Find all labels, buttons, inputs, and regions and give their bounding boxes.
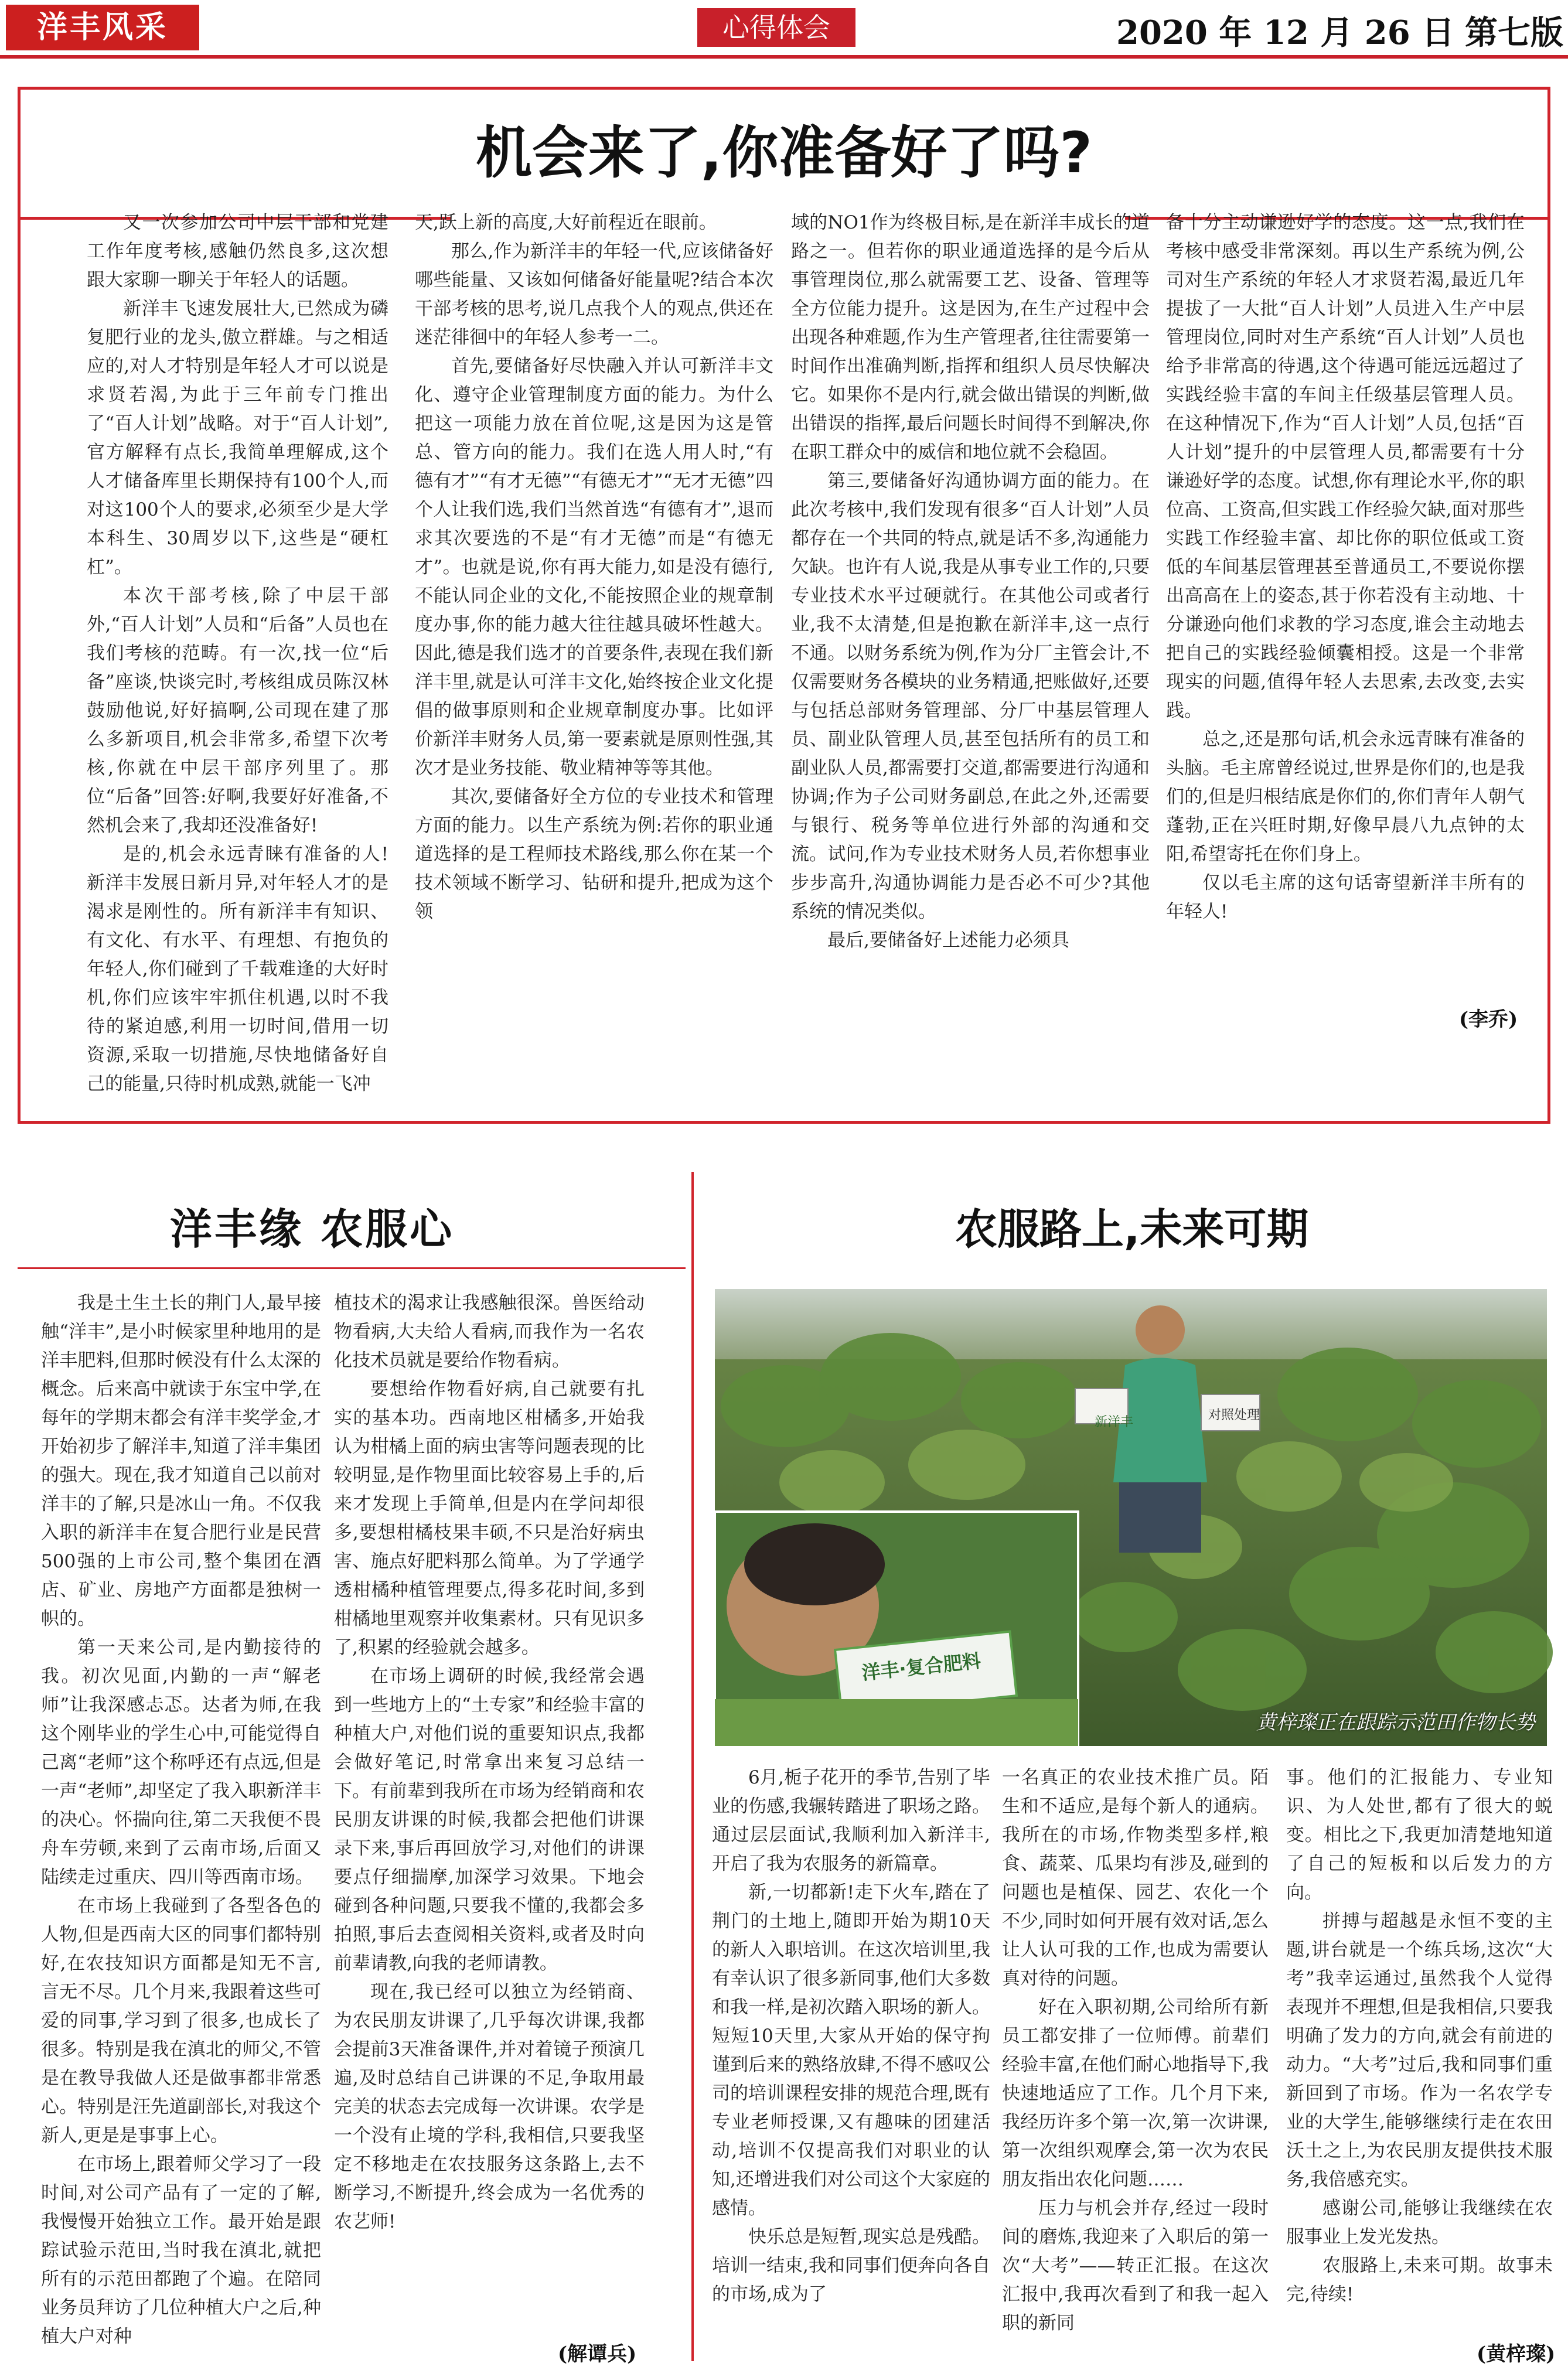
paragraph: 总之,还是那句话,机会永远青睐有准备的头脑。毛主席曾经说过,世界是你们的,也是我们的,但是归根结底是你们的,你们青年人朝气蓬勃,正在兴旺时期,好像早晨八九点钟的太阳,希望寄托在你们身上。 [1166, 729, 1525, 865]
paragraph: 农服路上,未来可期。故事未完,待续! [1286, 2255, 1553, 2305]
paragraph: 要想给作物看好病,自己就要有扎实的基本功。西南地区柑橘多,开始我认为柑橘上面的病虫害等问题表现的比较明显,是作物里面比较容易上手的,后来才发现上手简单,但是内在学问却很多,要想柑橘枝果丰硕,不只是治好病虫害、施点好肥料那么简单。为了学通学透柑橘种植管理要点,得多花时间,多到柑橘地里观察并收集素材。只有见识多了,积累的经验就会越多。 [334, 1379, 645, 1658]
page-number: 第七版 [1465, 13, 1563, 52]
paragraph: 感谢公司,能够让我继续在农服事业上发光发热。 [1286, 2198, 1553, 2248]
label-control: 对照处理 [1208, 1408, 1260, 1423]
paragraph: 在市场上,跟着师父学习了一段时间,对公司产品有了一定的了解,我慢慢开始独立工作。最开始是跟踪试验示范田,当时我在滇北,就把所有的示范田都跑了个遍。在陪同业务员拜访了几位种植大户之后,种植大户对种 [41, 2154, 321, 2347]
paragraph: 那么,作为新洋丰的年轻一代,应该储备好哪些能量、又该如何储备好能量呢?结合本次干部考核的思考,说几点我个人的观点,供还在迷茫徘徊中的年轻人参考一二。 [415, 241, 773, 348]
paragraph: 新,一切都新!走下火车,踏在了荆门的土地上,随即开始为期10天的新人入职培训。在这次培训里,我有幸认识了很多新同事,他们大多数和我一样,是初次踏入职场的新人。短短10天里,大家从开始的保守拘谨到后来的熟络放肆,不得不感叹公司的培训课程安排的规范合理,既有专业老师授课,又有趣味的团建活动,培训不仅提高我们对职业的认知,还增进我们对公司这个大家庭的感情。 [712, 1882, 990, 2219]
paragraph: 最后,要储备好上述能力必须具 [827, 930, 1069, 951]
article2-title: 洋丰缘 农服心 [170, 1205, 455, 1254]
paragraph: 备十分主动谦逊好学的态度。这一点,我们在考核中感受非常深刻。再以生产系统为例,公司对生产系统的年轻人才求贤若渴,最近几年提拔了一大批“百人计划”人员进入生产中层管理岗位,同时对生产系统“百人计划”人员也给予非常高的待遇,这个待遇可能远远超过了实践经验丰富的车间主任级基层管理人员。在这种情况下,作为“百人计划”人员,包括“百人计划”提升的中层管理人员,都需要有十分谦逊好学的态度。试想,你有理论水平,你的职位高、工资高,但实践工作经验欠缺,面对那些实践工作经验丰富、却比你的职位低或工资低的车间基层管理甚至普通员工,不要说你摆出高高在上的姿态,甚于你若没有主动地、十分谦逊向他们求教的学习态度,谁会主动地去把自己的实践经验倾囊相授。这是一个非常现实的问题,值得年轻人去思索,去改变,去实践。 [1166, 212, 1525, 721]
paragraph: 压力与机会并存,经过一段时间的磨炼,我迎来了入职后的第一次“大考”——转正汇报。在这次汇报中,我再次看到了和我一起入职的新同 [1002, 2198, 1269, 2334]
paragraph: 拼搏与超越是永恒不变的主题,讲台就是一个练兵场,这次“大考”我幸运通过,虽然我个人觉得表现并不理想,但是我相信,只要我明确了发力的方向,就会有前进的动力。“大考”过后,我和同事们重新回到了市场。作为一名农学专业的大学生,能够继续行走在农田沃土之上,为农民朋友提供技术服务,我倍感充实。 [1286, 1911, 1553, 2190]
paragraph: 好在入职初期,公司给所有新员工都安排了一位师傅。前辈们经验丰富,在他们耐心地指导下,我快速地适应了工作。几个月下来,我经历许多个第一次,第一次讲课,第一次组织观摩会,第一次为农民朋友指出农化问题…… [1002, 1997, 1269, 2190]
article2-author: (解谭兵) [558, 2342, 637, 2366]
paragraph: 其次,要储备好全方位的专业技术和管理方面的能力。以生产系统为例:若你的职业通道选择的是工程师技术路线,那么你在某一个技术领域不断学习、钻研和提升,把成为这个领 [415, 786, 773, 922]
article1-column-2 [415, 209, 773, 1073]
paragraph: 在市场上调研的时候,我经常会遇到一些地方上的“土专家”和经验丰富的种植大户,对他们说的重要知识点,我都会做好笔记,时常拿出来复习总结一下。有前辈到我所在市场为经销商和农民朋友讲课的时候,我都会把他们讲课录下来,事后再回放学习,对他们的讲课要点仔细揣摩,加深学习效果。下地会碰到各种问题,只要我不懂的,我都会多拍照,事后去查阅相关资料,或者及时向前辈请教,向我的老师请教。 [334, 1666, 645, 1974]
masthead-rule [0, 55, 1568, 59]
paragraph: 新洋丰飞速发展壮大,已然成为磷复肥行业的龙头,傲立群雄。与之相适应的,对人才特别是年轻人才可以说是求贤若渴,为此于三年前专门推出了“百人计划”战略。对于“百人计划”,官方解释有点长,我简单理解成,这个人才储备库里长期保持有100个人,而对这100个人的要求,必须至少是大学本科生、30周岁以下,这些是“硬杠杠”。 [87, 298, 388, 578]
paragraph: 植技术的渴求让我感触很深。兽医给动物看病,大夫给人看病,而我作为一名农化技术员就是要给作物看病。 [334, 1292, 645, 1371]
label-brand: 新洋丰 [1095, 1415, 1134, 1430]
paragraph: 在市场上我碰到了各型各色的人物,但是西南大区的同事们都特别好,在农技知识方面都是知无不言,言无不尽。几个月来,我跟着这些可爱的同事,学习到了很多,也成长了很多。特别是我在滇北的师父,不管是在教导我做人还是做事都非常悉心。特别是汪先道副部长,对我这个新人,更是是事事上心。 [41, 1895, 321, 2146]
paragraph: 我是土生土长的荆门人,最早接触“洋丰”,是小时候家里种地用的是洋丰肥料,但那时候没有什么太深的概念。后来高中就读于东宝中学,在每年的学期末都会有洋丰奖学金,才开始初步了解洋丰,知道了洋丰集团的强大。现在,我才知道自己以前对洋丰的了解,只是冰山一角。不仅我入职的新洋丰在复合肥行业是民营500强的上市公司,整个集团在酒店、矿业、房地产方面都是独树一帜的。 [41, 1292, 321, 1629]
paragraph: 第三,要储备好沟通协调方面的能力。在此次考核中,我们发现有很多“百人计划”人员都存在一个共同的特点,就是话不多,沟通能力欠缺。也许有人说,我是从事专业工作的,只要专业技术水平过硬就行。在其他公司或者行业,我不太清楚,但是抱歉在新洋丰,这一点行不通。以财务系统为例,作为分厂主管会计,不仅需要财务各模块的业务精通,把账做好,还要与包括总部财务管理部、分厂中基层管理人员、副业队管理人员,甚至包括所有的员工和副业队人员,都需要打交道,都需要进行沟通和协调;作为子公司财务副总,在此之外,还需要与银行、税务等单位进行外部的沟通和交流。试问,作为专业技术财务人员,若你想事业步步高升,沟通协调能力是否必不可少?其他系统的情况类似。 [791, 470, 1150, 922]
paragraph: 现在,我已经可以独立为经销商、为农民朋友讲课了,几乎每次讲课,我都会提前3天准备课件,并对着镜子预演几遍,及时总结自己讲课的不足,争取用最完美的状态去完成每一次讲课。农学是一个没有止境的学科,我相信,只要我坚定不移地走在农技服务这条路上,去不断学习,不断提升,终会成为一名优秀的农艺师! [334, 1982, 645, 2232]
paragraph: 域的NO1作为终极目标,是在新洋丰成长的道路之一。但若你的职业通道选择的是今后从事管理岗位,那么就需要工艺、设备、管理等全方位能力提升。这是因为,在生产过程中会出现各种难题,作为生产管理者,往往需要第一时间作出准确判断,指挥和组织人员尽快解决它。如果你不是内行,就会做出错误的判断,做出错误的指挥,最后问题长时间得不到解决,你在职工群众中的威信和地位就不会稳固。 [791, 212, 1150, 463]
column-divider [691, 1172, 694, 2361]
article3-column-2 [1002, 1764, 1269, 2373]
paragraph: 一名真正的农业技术推广员。陌生和不适应,是每个新人的通病。我所在的市场,作物类型多样,粮食、蔬菜、瓜果均有涉及,碰到的问题也是植保、园艺、农化一个不少,同时如何开展有效对话,怎么让人认可我的工作,也成为需要认真对待的问题。 [1002, 1767, 1269, 1989]
section-tab: 心得体会 [697, 8, 855, 47]
article1-column-1 [87, 209, 388, 1094]
newspaper-logo: 洋丰风采 [6, 5, 199, 50]
issue-date: 2020 年 12 月 26 日 [1116, 13, 1455, 52]
article2-column-1 [41, 1289, 321, 2355]
article1-author: (李乔) [1459, 1008, 1518, 1031]
paragraph: 6月,栀子花开的季节,告别了毕业的伤感,我辗转踏进了职场之路。通过层层面试,我顺利加入新洋丰,开启了我为农服务的新篇章。 [712, 1767, 990, 1874]
paragraph: 第一天来公司,是内勤接待的我。初次见面,内勤的一声“解老师”让我深感忐忑。达者为师,在我这个刚毕业的学生心中,可能觉得自己离“老师”这个称呼还有点远,但是一声“老师”,却坚定了我入职新洋丰的决心。怀揣向往,第二天我便不畏舟车劳顿,来到了云南市场,后面又陆续走过重庆、四川等西南市场。 [41, 1637, 321, 1888]
article3-author: (黄梓璨) [1477, 2342, 1556, 2366]
article3-title: 农服路上,未来可期 [955, 1205, 1309, 1254]
label-fertilizer: 洋丰·复合肥料 [860, 1649, 982, 1684]
paragraph: 又一次参加公司中层干部和党建工作年度考核,感触仍然良多,这次想跟大家聊一聊关于年轻人的话题。 [87, 212, 388, 291]
article3-column-1 [712, 1764, 990, 2373]
article3-column-3 [1286, 1764, 1553, 2338]
article-title: 机会来了,你准备好了吗? [475, 120, 1093, 186]
paragraph: 首先,要储备好尽快融入并认可新洋丰文化、遵守企业管理制度方面的能力。为什么把这一项能力放在首位呢,这是因为这是管总、管方向的能力。我们在选人用人时,“有德有才”“有才无德”“有德无才”“无才无德”四个人让我们选,我们当然首选“有德有才”,退而求其次要选的不是“有才无德”而是“有德无才”。也就是说,你有再大能力,如是没有德行,不能认同企业的文化,不能按照企业的规章制度办事,你的能力越大往往越具破坏性越大。因此,德是我们选才的首要条件,表现在我们新洋丰里,就是认可洋丰文化,始终按企业文化提倡的做事原则和企业规章制度办事。比如评价新洋丰财务人员,第一要素就是原则性强,其次才是业务技能、敬业精神等等其他。 [415, 356, 773, 779]
paragraph: 快乐总是短暂,现实总是残酷。培训一结束,我和同事们便奔向各自的市场,成为了 [712, 2226, 990, 2305]
article2-title-rule [18, 1267, 686, 1269]
photo-caption: 黄梓璨正在跟踪示范田作物长势 [1256, 1711, 1535, 1734]
paragraph: 天,跃上新的高度,大好前程近在眼前。 [415, 212, 717, 233]
article2-column-2 [334, 1289, 645, 2332]
article1-column-3 [791, 209, 1150, 1073]
paragraph: 仅以毛主席的这句话寄望新洋丰所有的年轻人! [1166, 872, 1525, 922]
field-photo [715, 1289, 1547, 1746]
paragraph: 本次干部考核,除了中层干部外,“百人计划”人员和“后备”人员也在我们考核的范畴。有一次,找一位“后备”座谈,快谈完时,考核组成员陈汉林鼓励他说,好好搞啊,公司现在建了那么多新项目,机会非常多,希望下次考核,你就在中层干部序列里了。那位“后备”回答:好啊,我要好好准备,不然机会来了,我却还没准备好! [87, 585, 388, 836]
article1-column-4 [1166, 209, 1525, 1035]
paragraph: 事。他们的汇报能力、专业知识、为人处世,都有了很大的蜕变。相比之下,我更加清楚地知道了自己的短板和以后发力的方向。 [1286, 1767, 1553, 1903]
paragraph: 是的,机会永远青睐有准备的人!新洋丰发展日新月异,对年轻人才的是渴求是刚性的。所有新洋丰有知识、有文化、有水平、有理想、有抱负的年轻人,你们碰到了千载难逢的大好时机,你们应该牢牢抓住机遇,以时不我待的紧迫感,利用一切时间,借用一切资源,采取一切措施,尽快地储备好自己的能量,只待时机成熟,就能一飞冲 [87, 844, 388, 1094]
